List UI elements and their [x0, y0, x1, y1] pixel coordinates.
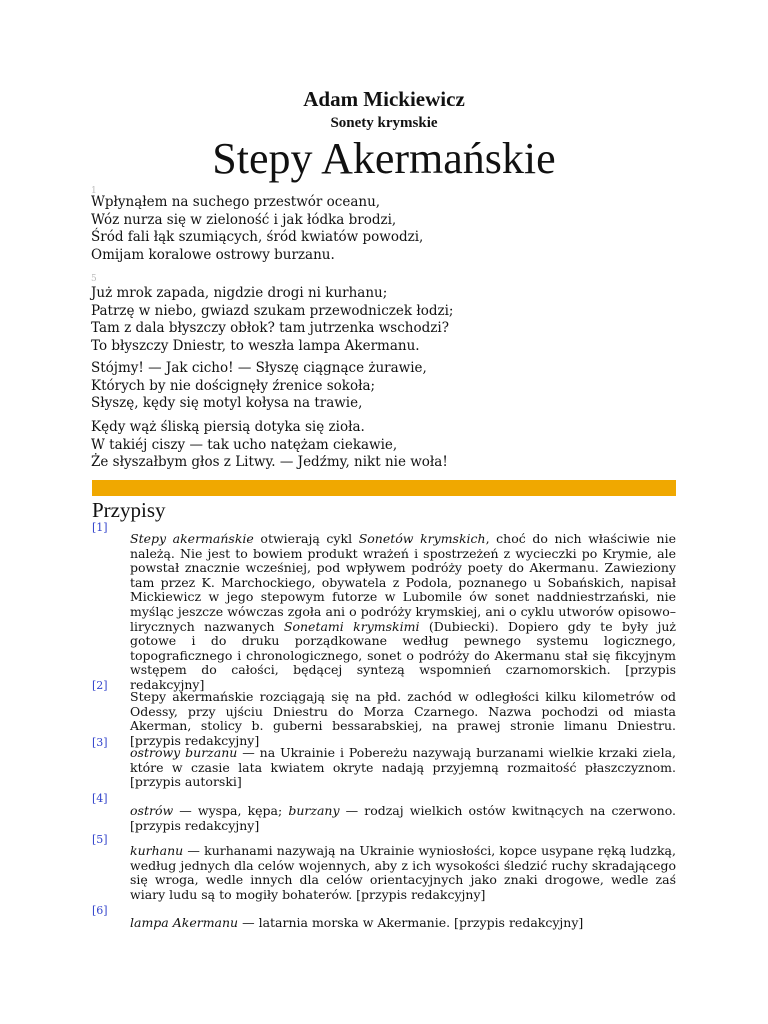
footnote-link-1[interactable]: [1] [92, 521, 108, 534]
poem-line: Stójmy! — Jak cicho! — Słyszę ciągnące żurawie, [91, 360, 427, 376]
footnote-6-text [130, 916, 676, 931]
footnote-body: Stepy akermańskie rozciągają się na płd. zachód w odległości kilku kilometrów od Odessy, przy ujściu Dniestru do Morza Czarnego. Nazwa pochodzi od miasta Akerman, stolicy b. guberni bessarabskiej, na prawej stronie limanu Dniestru. [przypis redakcyjny] [130, 689, 676, 748]
footnote-link-3[interactable]: [3] [92, 736, 108, 749]
stanza-4 [91, 419, 448, 472]
poem-line: Kędy wąż śliską piersią dotyka się zioła. [91, 419, 365, 435]
footnote-2-text [130, 690, 676, 748]
stanza-1 [91, 194, 423, 264]
poem-line: Tam z dala błyszczy obłok? tam jutrzenka wschodzi? [91, 320, 449, 336]
footnote-term: ostrowy burzanu [130, 745, 238, 760]
poem-line: Już mrok zapada, nigdzie drogi ni kurhanu; [91, 285, 388, 301]
footnote-body: — latarnia morska w Akermanie. [przypis redakcyjny] [238, 915, 584, 930]
poem-line: Słyszę, kędy się motyl kołysa na trawie, [91, 395, 363, 411]
footnote-term: Sonetów krymskich [358, 531, 486, 546]
footnote-link-2[interactable]: [2] [92, 679, 108, 692]
stanza-3 [91, 360, 427, 413]
line-number: 1 [91, 186, 97, 196]
poem-line: Wpłynąłem na suchego przestwór oceanu, [91, 194, 381, 210]
poem-title: Stepy Akermańskie [212, 134, 556, 183]
section-divider-bar [92, 480, 676, 496]
notes-heading: Przypisy [92, 498, 166, 522]
footnote-4-text [130, 804, 676, 833]
footnote-term: kurhanu [130, 843, 184, 858]
poem-line: Wóz nurza się w zieloność i jak łódka brodzi, [91, 211, 397, 228]
poem-line: Których by nie doścignęły źrenice sokoła; [91, 377, 376, 394]
poem-line: W takiéj ciszy — tak ucho natężam ciekawie, [91, 436, 398, 453]
footnote-body: — na Ukrainie i Pobereżu nazywają burzanami wielkie krzaki ziela, które w czasie lata kwiatem okryte nadają przyjemną rozmaitość płaszczyznom. [przypis autorski] [130, 745, 676, 790]
footnote-body: (Dubiecki). Dopiero gdy te były już gotowe i do druku porządkowane według pewnego systemu logicznego, topograficznego i chronologicznego, sonet o podróży do Akermanu stał się fikcyjnym wstępem do całości, będącej syntezą wspomnień czarnomorskich. [przypis redakcyjny] [130, 618, 677, 692]
stanza-2 [91, 285, 453, 355]
footnote-body: — kurhanami nazywają na Ukrainie wyniosłości, kopce usypane ręką ludzką, według jednych dla celów wojennych, aby z ich wysokości śledzić ruchy skradającego się wroga, wedle innych dla celów orientacyjnych jako znaki drogowe, wedle zaś wiary ludu są to mogiły bohaterów. [przypis redakcyjny] [130, 843, 676, 902]
author-name: Adam Mickiewicz [303, 87, 465, 111]
footnote-term: Stepy akermańskie [130, 531, 254, 546]
footnote-term: ostrów [130, 803, 174, 818]
footnote-body: otwierają cykl [253, 531, 359, 546]
footnote-body: — rodzaj wielkich ostów kwitnących na czerwono. [przypis redakcyjny] [130, 803, 676, 833]
footnote-term: burzany [288, 803, 340, 818]
poem-line: Patrzę w niebo, gwiazd szukam przewodniczek łodzi; [91, 302, 454, 319]
collection-title: Sonety krymskie [330, 115, 438, 131]
line-number: 5 [91, 274, 97, 284]
poem-line: Że słyszałbym głos z Litwy. — Jedźmy, nikt nie woła! [91, 454, 448, 470]
footnote-link-4[interactable]: [4] [92, 792, 108, 805]
footnote-3-text [130, 746, 676, 790]
footnote-term: Sonetami krymskimi [283, 618, 420, 634]
footnote-term: lampa Akermanu [130, 915, 239, 930]
footnote-body: , choć do nich właściwie nie należą. Nie jest to bowiem produkt wrażeń i spostrzeżeń z wycieczki po Krymie, ale powstał znacznie wcześniej, pod wpływem podróży poety do Akermanu. Zawieziony tam przez K. Marchockiego, obywatela z Podola, poznanego u Sobańskich, napisał Mickiewicz w jego stepowym futorze w Lubomile ów sonet naddniestrzański, nie myśląc jeszcze wówczas zgoła ani o podróży krymskiej, ani o cyklu utworów opisowo–lirycznych nazwanych [130, 531, 676, 634]
poem-line: Śród fali łąk szumiących, śród kwiatów powodzi, [91, 229, 424, 245]
footnote-body: — wyspa, kępa; [173, 803, 289, 818]
footnote-1-text [130, 532, 676, 693]
footnote-link-6[interactable]: [6] [92, 904, 108, 917]
poem-line: To błyszczy Dniestr, to weszła lampa Akermanu. [91, 337, 420, 354]
poem-line: Omijam koralowe ostrowy burzanu. [91, 246, 335, 263]
footnote-link-5[interactable]: [5] [92, 833, 108, 846]
footnote-5-text [130, 844, 676, 902]
